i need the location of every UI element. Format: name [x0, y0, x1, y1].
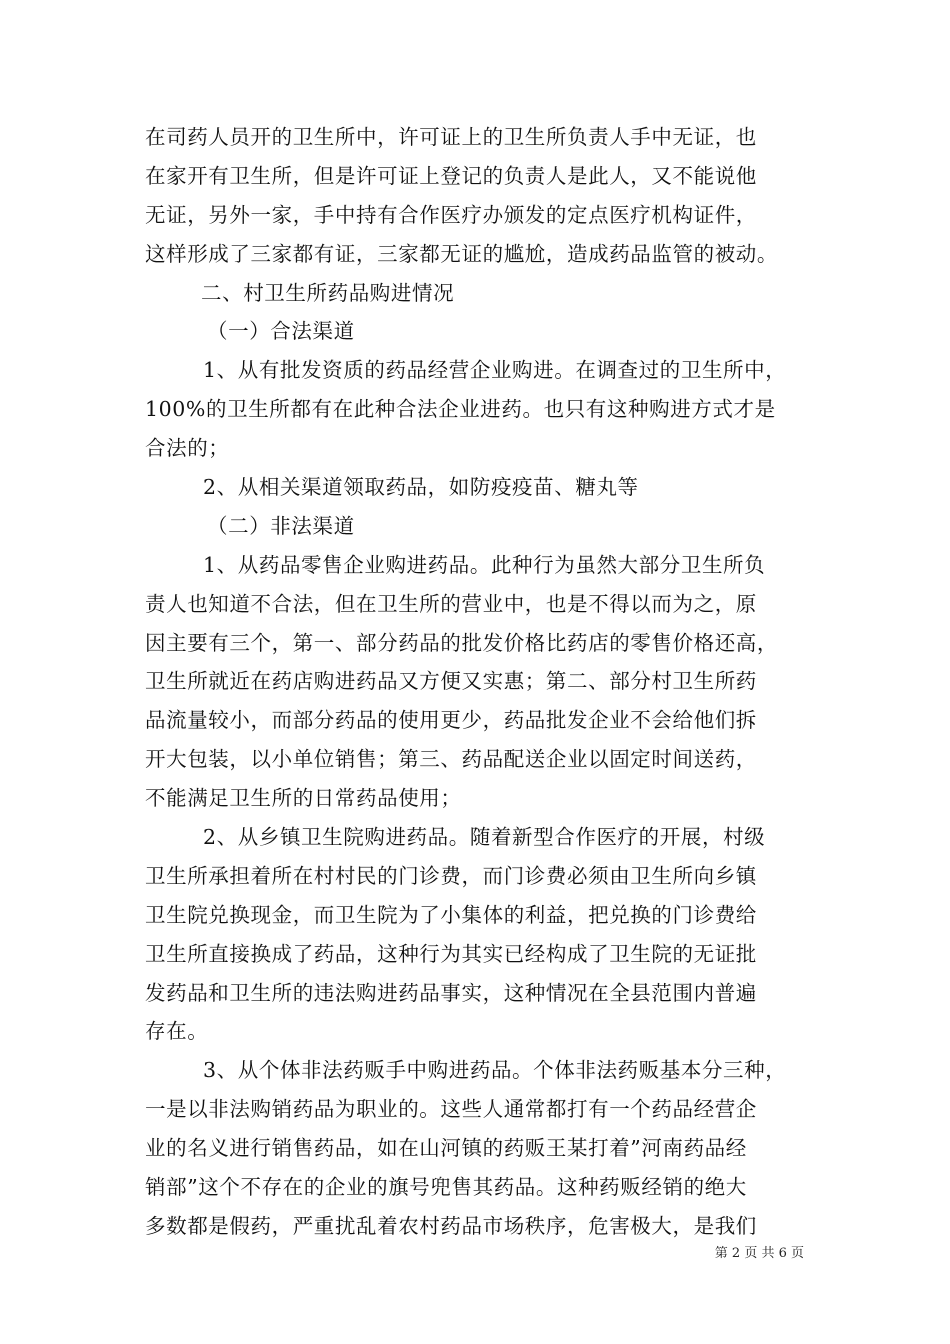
- page-number: 第 2 页 共 6 页: [714, 1246, 804, 1261]
- text-line: 开大包装，以小单位销售；第三、药品配送企业以固定时间送药，: [145, 747, 757, 772]
- text-line: 3、从个体非法药贩手中购进药品。个体非法药贩基本分三种，: [203, 1058, 787, 1083]
- subsection-heading: （一）合法渠道: [207, 319, 355, 344]
- text-line: 存在。: [145, 1019, 209, 1044]
- section-heading: 二、村卫生所药品购进情况: [201, 280, 455, 305]
- text-line: 卫生所就近在药店购进药品又方便又实惠；第二、部分村卫生所药: [145, 669, 757, 694]
- text-line: 卫生所直接换成了药品，这种行为其实已经构成了卫生院的无证批: [145, 941, 757, 966]
- text-line: 1、从药品零售企业购进药品。此种行为虽然大部分卫生所负: [203, 552, 766, 577]
- text-line: 卫生院兑换现金，而卫生院为了小集体的利益，把兑换的门诊费给: [145, 902, 757, 927]
- text-line: 一是以非法购销药品为职业的。这些人通常都打有一个药品经营企: [145, 1097, 757, 1122]
- text-line: 2、从乡镇卫生院购进药品。随着新型合作医疗的开展，村级: [203, 825, 766, 850]
- subsection-heading: （二）非法渠道: [207, 513, 355, 538]
- text-line: 销部”这个不存在的企业的旗号兜售其药品。这种药贩经销的绝大: [145, 1175, 747, 1200]
- text-line: 在司药人员开的卫生所中，许可证上的卫生所负责人手中无证，也: [145, 125, 757, 149]
- text-line: 100%的卫生所都有在此种合法企业进药。也只有这种购进方式才是: [145, 397, 776, 422]
- text-line: 品流量较小，而部分药品的使用更少，药品批发企业不会给他们拆: [145, 708, 757, 733]
- text-line: 因主要有三个，第一、部分药品的批发价格比药店的零售价格还高，: [145, 630, 778, 655]
- text-line: 合法的；: [145, 436, 230, 461]
- text-line: 在家开有卫生所，但是许可证上登记的负责人是此人，又不能说他: [145, 163, 757, 188]
- text-line: 多数都是假药，严重扰乱着农村药品市场秩序，危害极大，是我们: [145, 1213, 757, 1238]
- text-line: 2、从相关渠道领取药品，如防疫疫苗、糖丸等: [203, 475, 639, 500]
- text-line: 责人也知道不合法，但在卫生所的营业中，也是不得以而为之，原: [145, 591, 757, 616]
- text-line: 业的名义进行销售药品，如在山河镇的药贩王某打着”河南药品经: [145, 1136, 747, 1161]
- text-line: 卫生所承担着所在村村民的门诊费，而门诊费必须由卫生所向乡镇: [145, 863, 757, 888]
- text-line: 无证，另外一家，手中持有合作医疗办颁发的定点医疗机构证件，: [145, 202, 757, 227]
- text-line: 1、从有批发资质的药品经营企业购进。在调查过的卫生所中，: [203, 358, 787, 383]
- text-line: 这样形成了三家都有证，三家都无证的尴尬，造成药品监管的被动。: [145, 241, 778, 266]
- text-line: 发药品和卫生所的违法购进药品事实，这种情况在全县范围内普遍: [145, 980, 757, 1005]
- text-line: 不能满足卫生所的日常药品使用；: [145, 786, 462, 811]
- body-text: [145, 118, 810, 1246]
